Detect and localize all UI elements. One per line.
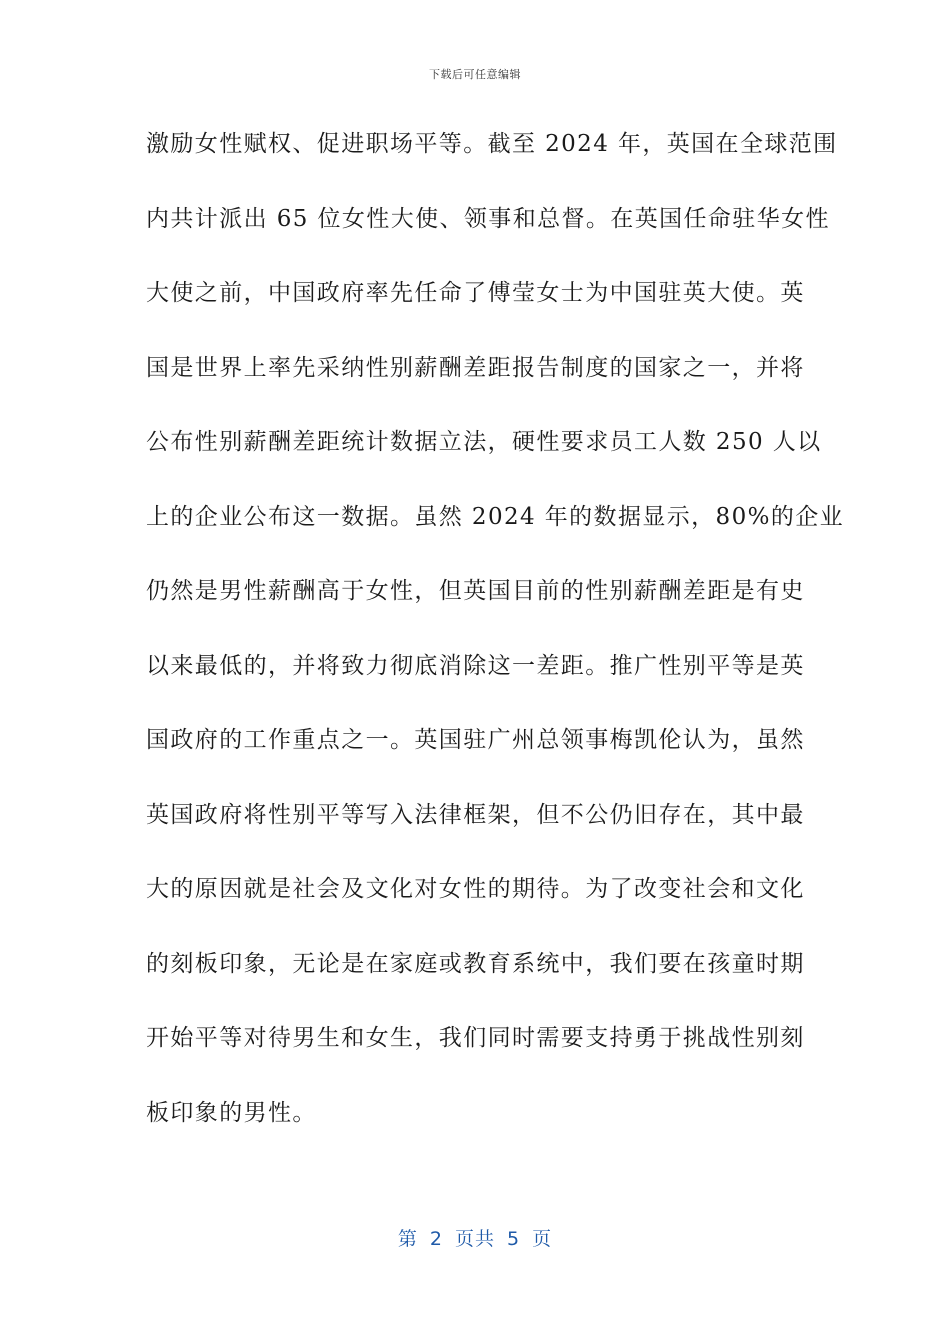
page-mid: 页共	[454, 1228, 495, 1250]
page-prefix: 第	[397, 1228, 418, 1250]
page-header-note: 下载后可任意编辑	[429, 68, 521, 81]
body-line: 上的企业公布这一数据。虽然 2024 年的数据显示，80%的企业	[146, 503, 845, 530]
body-line: 以来最低的，并将致力彻底消除这一差距。推广性别平等是英	[146, 652, 805, 679]
page-footer	[0, 1224, 950, 1251]
body-line: 开始平等对待男生和女生，我们同时需要支持勇于挑战性别刻	[146, 1025, 805, 1051]
body-line: 国政府的工作重点之一。英国驻广州总领事梅凯伦认为，虽然	[146, 727, 805, 753]
body-line: 仍然是男性薪酬高于女性，但英国目前的性别薪酬差距是有史	[146, 578, 805, 604]
body-line: 大的原因就是社会及文化对女性的期待。为了改变社会和文化	[146, 876, 805, 902]
body-line: 的刻板印象，无论是在家庭或教育系统中，我们要在孩童时期	[146, 950, 805, 977]
body-line: 英国政府将性别平等写入法律框架，但不公仍旧存在，其中最	[146, 801, 805, 828]
body-line: 公布性别薪酬差距统计数据立法，硬性要求员工人数 250 人以	[146, 429, 822, 455]
body-line: 板印象的男性。	[146, 1099, 317, 1126]
body-line: 激励女性赋权、促进职场平等。截至 2024 年，英国在全球范围	[146, 131, 838, 157]
document-body	[146, 121, 845, 1164]
body-line: 国是世界上率先采纳性别薪酬差距报告制度的国家之一，并将	[146, 354, 805, 381]
body-line: 大使之前，中国政府率先任命了傅莹女士为中国驻英大使。英	[146, 280, 805, 306]
body-line: 内共计派出 65 位女性大使、领事和总督。在英国任命驻华女性	[146, 205, 830, 232]
page-number: 2	[429, 1228, 443, 1250]
page-suffix: 页	[532, 1228, 553, 1250]
page-total: 5	[507, 1228, 521, 1250]
